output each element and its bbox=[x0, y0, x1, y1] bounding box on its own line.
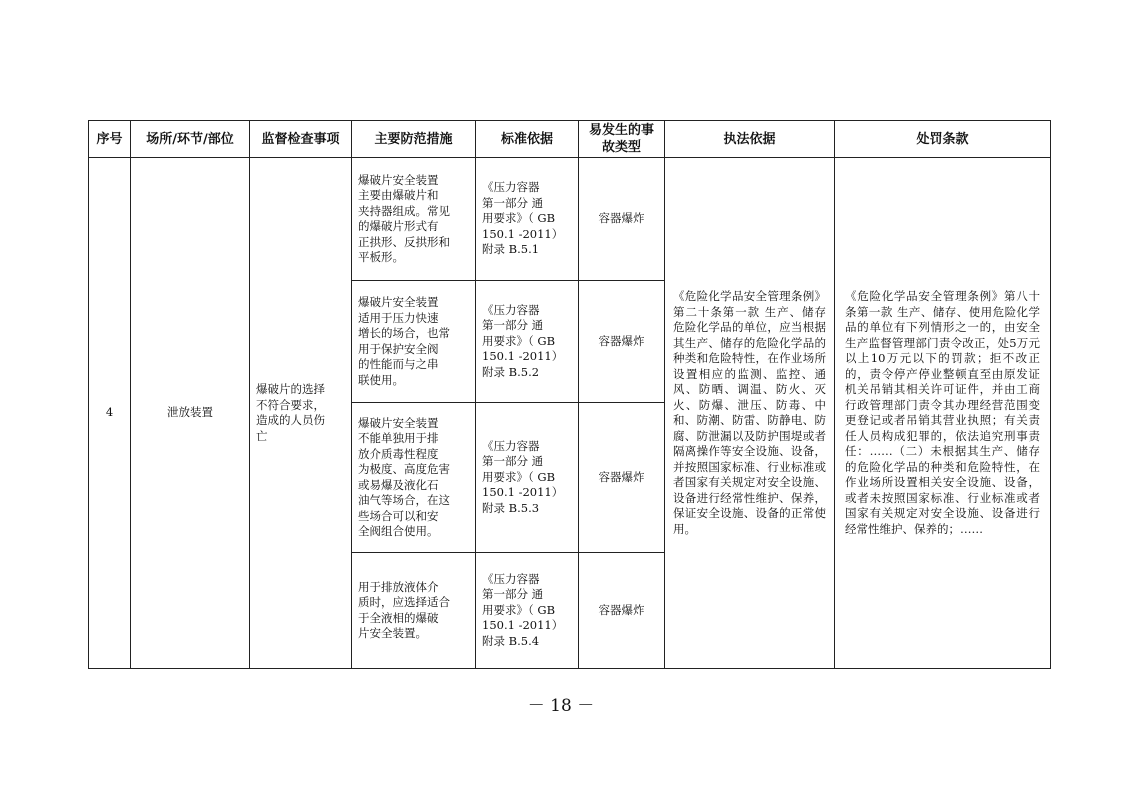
cell-standard: 《压力容器 第一部分 通 用要求》（ GB 150.1 -2011） 附录 B.5.4 bbox=[476, 553, 579, 669]
cell-item: 爆破片的选择 不符合要求， 造成的人员伤 亡 bbox=[250, 158, 352, 669]
cell-accident-type: 容器爆炸 bbox=[579, 403, 665, 553]
table-row bbox=[89, 158, 1051, 281]
cell-standard: 《压力容器 第一部分 通 用要求》（ GB 150.1 -2011） 附录 B.5.3 bbox=[476, 403, 579, 553]
header-location: 场所/环节/部位 bbox=[131, 121, 250, 158]
header-seq: 序号 bbox=[89, 121, 131, 158]
header-item: 监督检查事项 bbox=[250, 121, 352, 158]
header-penalty: 处罚条款 bbox=[835, 121, 1051, 158]
header-standard: 标准依据 bbox=[476, 121, 579, 158]
cell-standard: 《压力容器 第一部分 通 用要求》（ GB 150.1 -2011） 附录 B.5.2 bbox=[476, 281, 579, 403]
page-number: － 18 － bbox=[527, 696, 595, 716]
cell-measure: 爆破片安全装置 不能单独用于排 放介质毒性程度 为极度、高度危害 或易爆及液化石 油气等场合，在这 些场合可以和安 全阀组合使用。 bbox=[352, 403, 476, 553]
cell-measure: 用于排放液体介 质时，应选择适合 于全液相的爆破 片安全装置。 bbox=[352, 553, 476, 669]
cell-law: 《危险化学品安全管理条例》第二十条第一款 生产、储存危险化学品的单位，应当根据其生产、储存的危险化学品的种类和危险特性，在作业场所设置相应的监测、监控、通风、防晒、调温、防火、灭火、防爆、泄压、防毒、中和、防潮、防雷、防静电、防腐、防泄漏以及防护围堤或者隔离操作等安全设施、设备，并按照国家标准、行业标准或者国家有关规定对安全设施、设备进行经常性维护、保养，保证安全设施、设备的正常使用。 bbox=[665, 158, 835, 669]
inspection-table bbox=[88, 120, 1051, 669]
cell-standard: 《压力容器 第一部分 通 用要求》（ GB 150.1 -2011） 附录 B.5.1 bbox=[476, 158, 579, 281]
cell-measure: 爆破片安全装置 主要由爆破片和 夹持器组成。常见 的爆破片形式有 正拱形、反拱形和 平板形。 bbox=[352, 158, 476, 281]
header-row bbox=[89, 121, 1051, 158]
cell-location: 泄放装置 bbox=[131, 158, 250, 669]
header-law: 执法依据 bbox=[665, 121, 835, 158]
cell-accident-type: 容器爆炸 bbox=[579, 158, 665, 281]
cell-accident-type: 容器爆炸 bbox=[579, 553, 665, 669]
header-accident-type: 易发生的事 故类型 bbox=[579, 121, 665, 158]
cell-measure: 爆破片安全装置 适用于压力快速 增长的场合，也常 用于保护安全阀 的性能而与之串 联使用。 bbox=[352, 281, 476, 403]
cell-penalty: 《危险化学品安全管理条例》第八十条第一款 生产、储存、使用危险化学品的单位有下列情形之一的，由安全生产监督管理部门责令改正，处5万元以上10万元以下的罚款；拒不改正的，责令停产停业整顿直至由原发证机关吊销其相关许可证件，并由工商行政管理部门责令其办理经营范围变更登记或者吊销其营业执照；有关责任人员构成犯罪的，依法追究刑事责任：……（二）未根据其生产、储存的危险化学品的种类和危险特性，在作业场所设置相关安全设施、设备，或者未按照国家标准、行业标准或者国家有关规定对安全设施、设备进行经常性维护、保养的；…… bbox=[835, 158, 1051, 669]
header-measures: 主要防范措施 bbox=[352, 121, 476, 158]
cell-seq: 4 bbox=[89, 158, 131, 669]
cell-accident-type: 容器爆炸 bbox=[579, 281, 665, 403]
